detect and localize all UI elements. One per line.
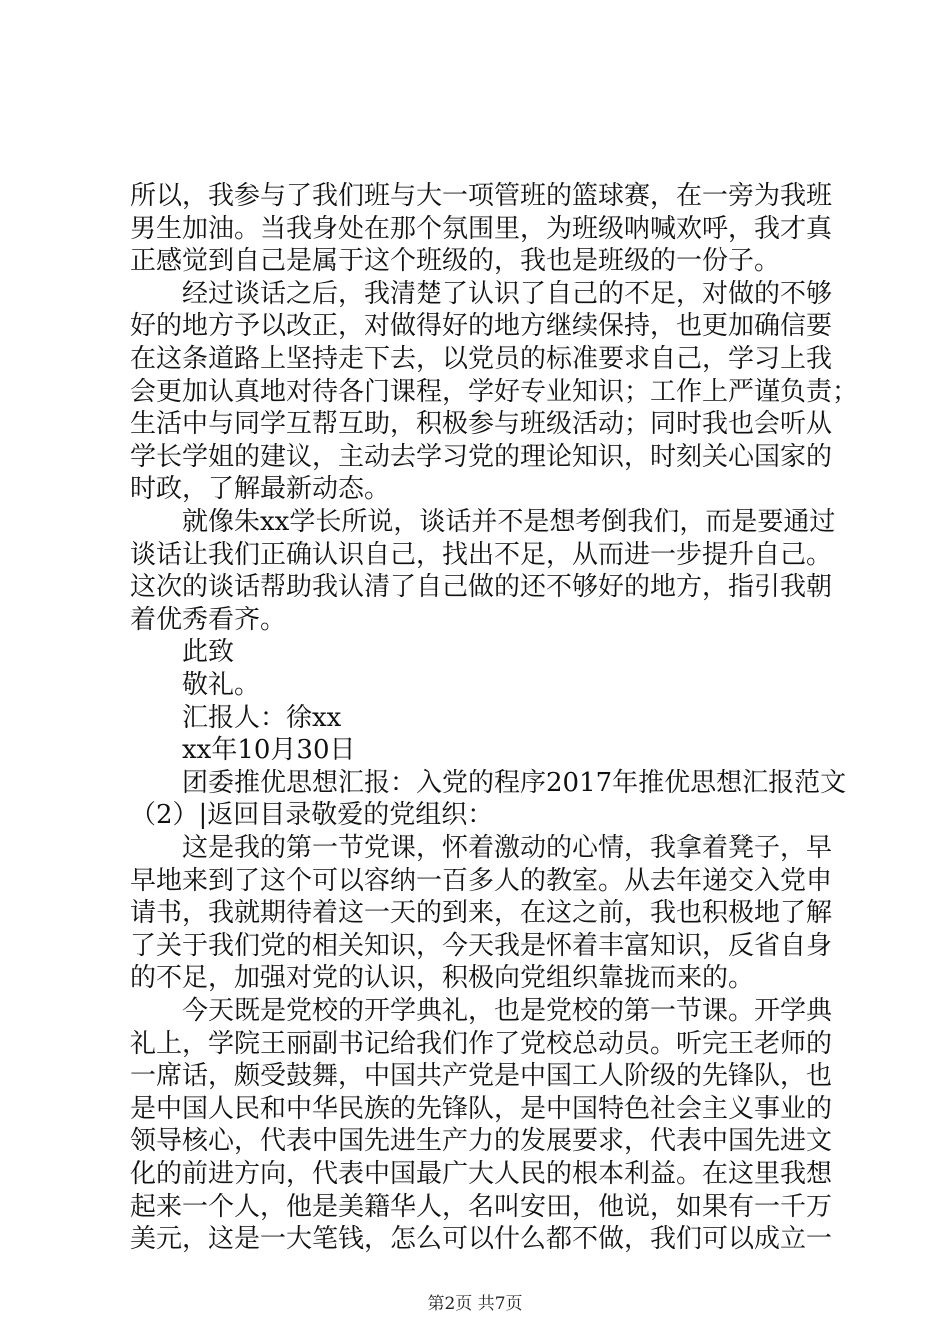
text-line: 这次的谈话帮助我认清了自己做的还不够好的地方，指引我朝 <box>130 572 833 603</box>
text-line: 敬礼。 <box>182 670 261 700</box>
text-line: 时政，了解最新动态。 <box>130 474 391 505</box>
text-line: 此致 <box>182 637 235 668</box>
text-line: 正感觉到自己是属于这个班级的，我也是班级的一份子。 <box>130 246 781 277</box>
text-line: 起来一个人，他是美籍华人，名叫安田，他说，如果有一千万 <box>130 1191 833 1222</box>
text-line: 经过谈话之后，我清楚了认识了自己的不足，对做的不够 <box>182 278 833 309</box>
text-line: 今天既是党校的开学典礼，也是党校的第一节课。开学典 <box>182 996 833 1026</box>
text-line: 好的地方予以改正，对做得好的地方继续保持，也更加确信要 <box>130 311 833 342</box>
text-line: 团委推优思想汇报：入党的程序2017年推优思想汇报范文 <box>182 767 847 798</box>
text-line: 男生加油。当我身处在那个氛围里，为班级呐喊欢呼，我才真 <box>130 213 833 244</box>
page-footer: 第2页 共7页 <box>427 1294 523 1314</box>
text-line: 就像朱xx学长所说，谈话并不是想考倒我们，而是要通过 <box>182 507 836 537</box>
text-line: 在这条道路上坚持走下去，以党员的标准要求自己，学习上我 <box>130 344 833 374</box>
text-line: 早地来到了这个可以容纳一百多人的教室。从去年递交入党申 <box>130 865 833 896</box>
text-line: 美元，这是一大笔钱，怎么可以什么都不做，我们可以成立一 <box>130 1224 833 1255</box>
text-line: 的不足，加强对党的认识，积极向党组织靠拢而来的。 <box>130 963 755 994</box>
text-line: 是中国人民和中华民族的先锋队，是中国特色社会主义事业的 <box>130 1093 833 1124</box>
text-line: （2）|返回目录敬爱的党组织： <box>130 800 494 831</box>
text-line: 礼上，学院王丽副书记给我们作了党校总动员。听完王老师的 <box>130 1028 833 1059</box>
text-line: 请书，我就期待着这一天的到来，在这之前，我也积极地了解 <box>130 898 833 929</box>
text-line: 这是我的第一节党课，怀着激动的心情，我拿着凳子，早 <box>182 833 833 863</box>
text-line: 生活中与同学互帮互助，积极参与班级活动；同时我也会听从 <box>130 409 833 440</box>
text-line: 领导核心，代表中国先进生产力的发展要求，代表中国先进文 <box>130 1126 833 1157</box>
text-line: 所以，我参与了我们班与大一项管班的篮球赛，在一旁为我班 <box>130 181 833 211</box>
text-line: 汇报人：徐xx <box>182 702 342 733</box>
text-line: 化的前进方向，代表中国最广大人民的根本利益。在这里我想 <box>130 1159 833 1189</box>
text-line: 着优秀看齐。 <box>130 604 287 635</box>
text-line: xx年10月30日 <box>182 735 356 766</box>
text-line: 了关于我们党的相关知识，今天我是怀着丰富知识，反省自身 <box>130 930 833 961</box>
text-line: 谈话让我们正确认识自己，找出不足，从而进一步提升自己。 <box>130 539 833 570</box>
text-line: 学长学姐的建议，主动去学习党的理论知识，时刻关心国家的 <box>130 441 833 472</box>
text-line: 会更加认真地对待各门课程，学好专业知识；工作上严谨负责； <box>130 376 859 407</box>
text-line: 一席话，颇受鼓舞，中国共产党是中国工人阶级的先锋队，也 <box>130 1061 833 1092</box>
